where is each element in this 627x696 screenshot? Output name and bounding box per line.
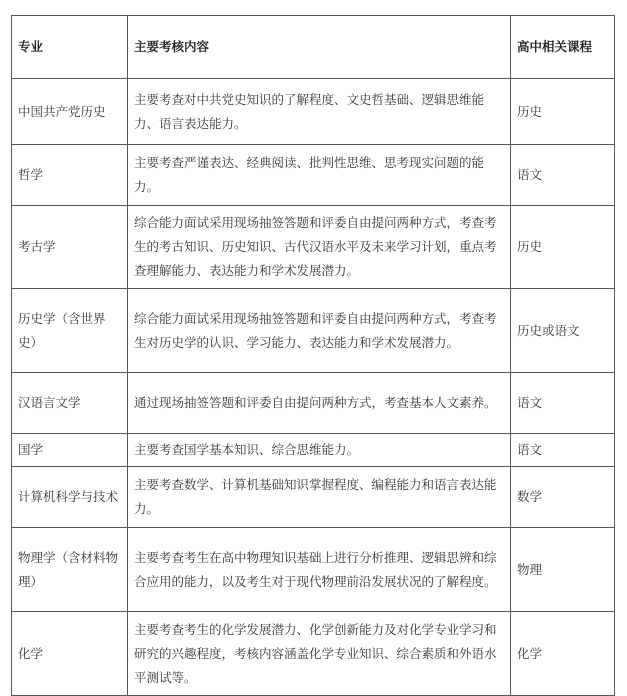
cell-major: 物理学（含材料物理）: [12, 528, 128, 612]
cell-content: 综合能力面试采用现场抽签答题和评委自由提问两种方式，考查考生对历史学的认识、学习能力、表达能力和学术发展潜力。: [128, 289, 511, 373]
table-row: [12, 79, 615, 145]
table-row: [12, 206, 615, 289]
cell-major: 汉语言文学: [12, 373, 128, 434]
cell-content: 主要考查考生的化学发展潜力、化学创新能力及对化学专业学习和研究的兴趣程度，考核内容涵盖化学专业知识、综合素质和外语水平测试等。: [128, 612, 511, 696]
cell-major: 计算机科学与技术: [12, 467, 128, 528]
cell-major: 历史学（含世界史）: [12, 289, 128, 373]
table-row: [12, 528, 615, 612]
cell-subject: 历史: [511, 206, 615, 289]
cell-subject: 数学: [511, 467, 615, 528]
cell-subject: 历史或语文: [511, 289, 615, 373]
table-header-row: [12, 16, 615, 79]
cell-subject: 语文: [511, 145, 615, 206]
header-content: 主要考核内容: [128, 16, 511, 79]
cell-major: 化学: [12, 612, 128, 696]
header-major: 专业: [12, 16, 128, 79]
cell-content: 主要考查对中共党史知识的了解程度、文史哲基础、逻辑思维能力、语言表达能力。: [128, 79, 511, 145]
cell-major: 考古学: [12, 206, 128, 289]
table-row: [12, 434, 615, 467]
cell-subject: 语文: [511, 434, 615, 467]
cell-content: 主要考查国学基本知识、综合思维能力。: [128, 434, 511, 467]
cell-major: 哲学: [12, 145, 128, 206]
cell-subject: 物理: [511, 528, 615, 612]
cell-content: 主要考查考生在高中物理知识基础上进行分析推理、逻辑思辨和综合应用的能力，以及考生对于现代物理前沿发展状况的了解程度。: [128, 528, 511, 612]
table-row: [12, 373, 615, 434]
cell-content: 主要考查数学、计算机基础知识掌握程度、编程能力和语言表达能力。: [128, 467, 511, 528]
cell-subject: 化学: [511, 612, 615, 696]
cell-content: 主要考查严谨表达、经典阅读、批判性思维、思考现实问题的能力。: [128, 145, 511, 206]
exam-content-table: [11, 15, 615, 696]
cell-content: 通过现场抽签答题和评委自由提问两种方式，考查基本人文素养。: [128, 373, 511, 434]
cell-subject: 语文: [511, 373, 615, 434]
cell-major: 中国共产党历史: [12, 79, 128, 145]
table-row: [12, 289, 615, 373]
table-row: [12, 145, 615, 206]
table-row: [12, 612, 615, 696]
table-row: [12, 467, 615, 528]
cell-major: 国学: [12, 434, 128, 467]
header-subject: 高中相关课程: [511, 16, 615, 79]
cell-content: 综合能力面试采用现场抽签答题和评委自由提问两种方式，考查考生的考古知识、历史知识、古代汉语水平及未来学习计划，重点考查理解能力、表达能力和学术发展潜力。: [128, 206, 511, 289]
cell-subject: 历史: [511, 79, 615, 145]
